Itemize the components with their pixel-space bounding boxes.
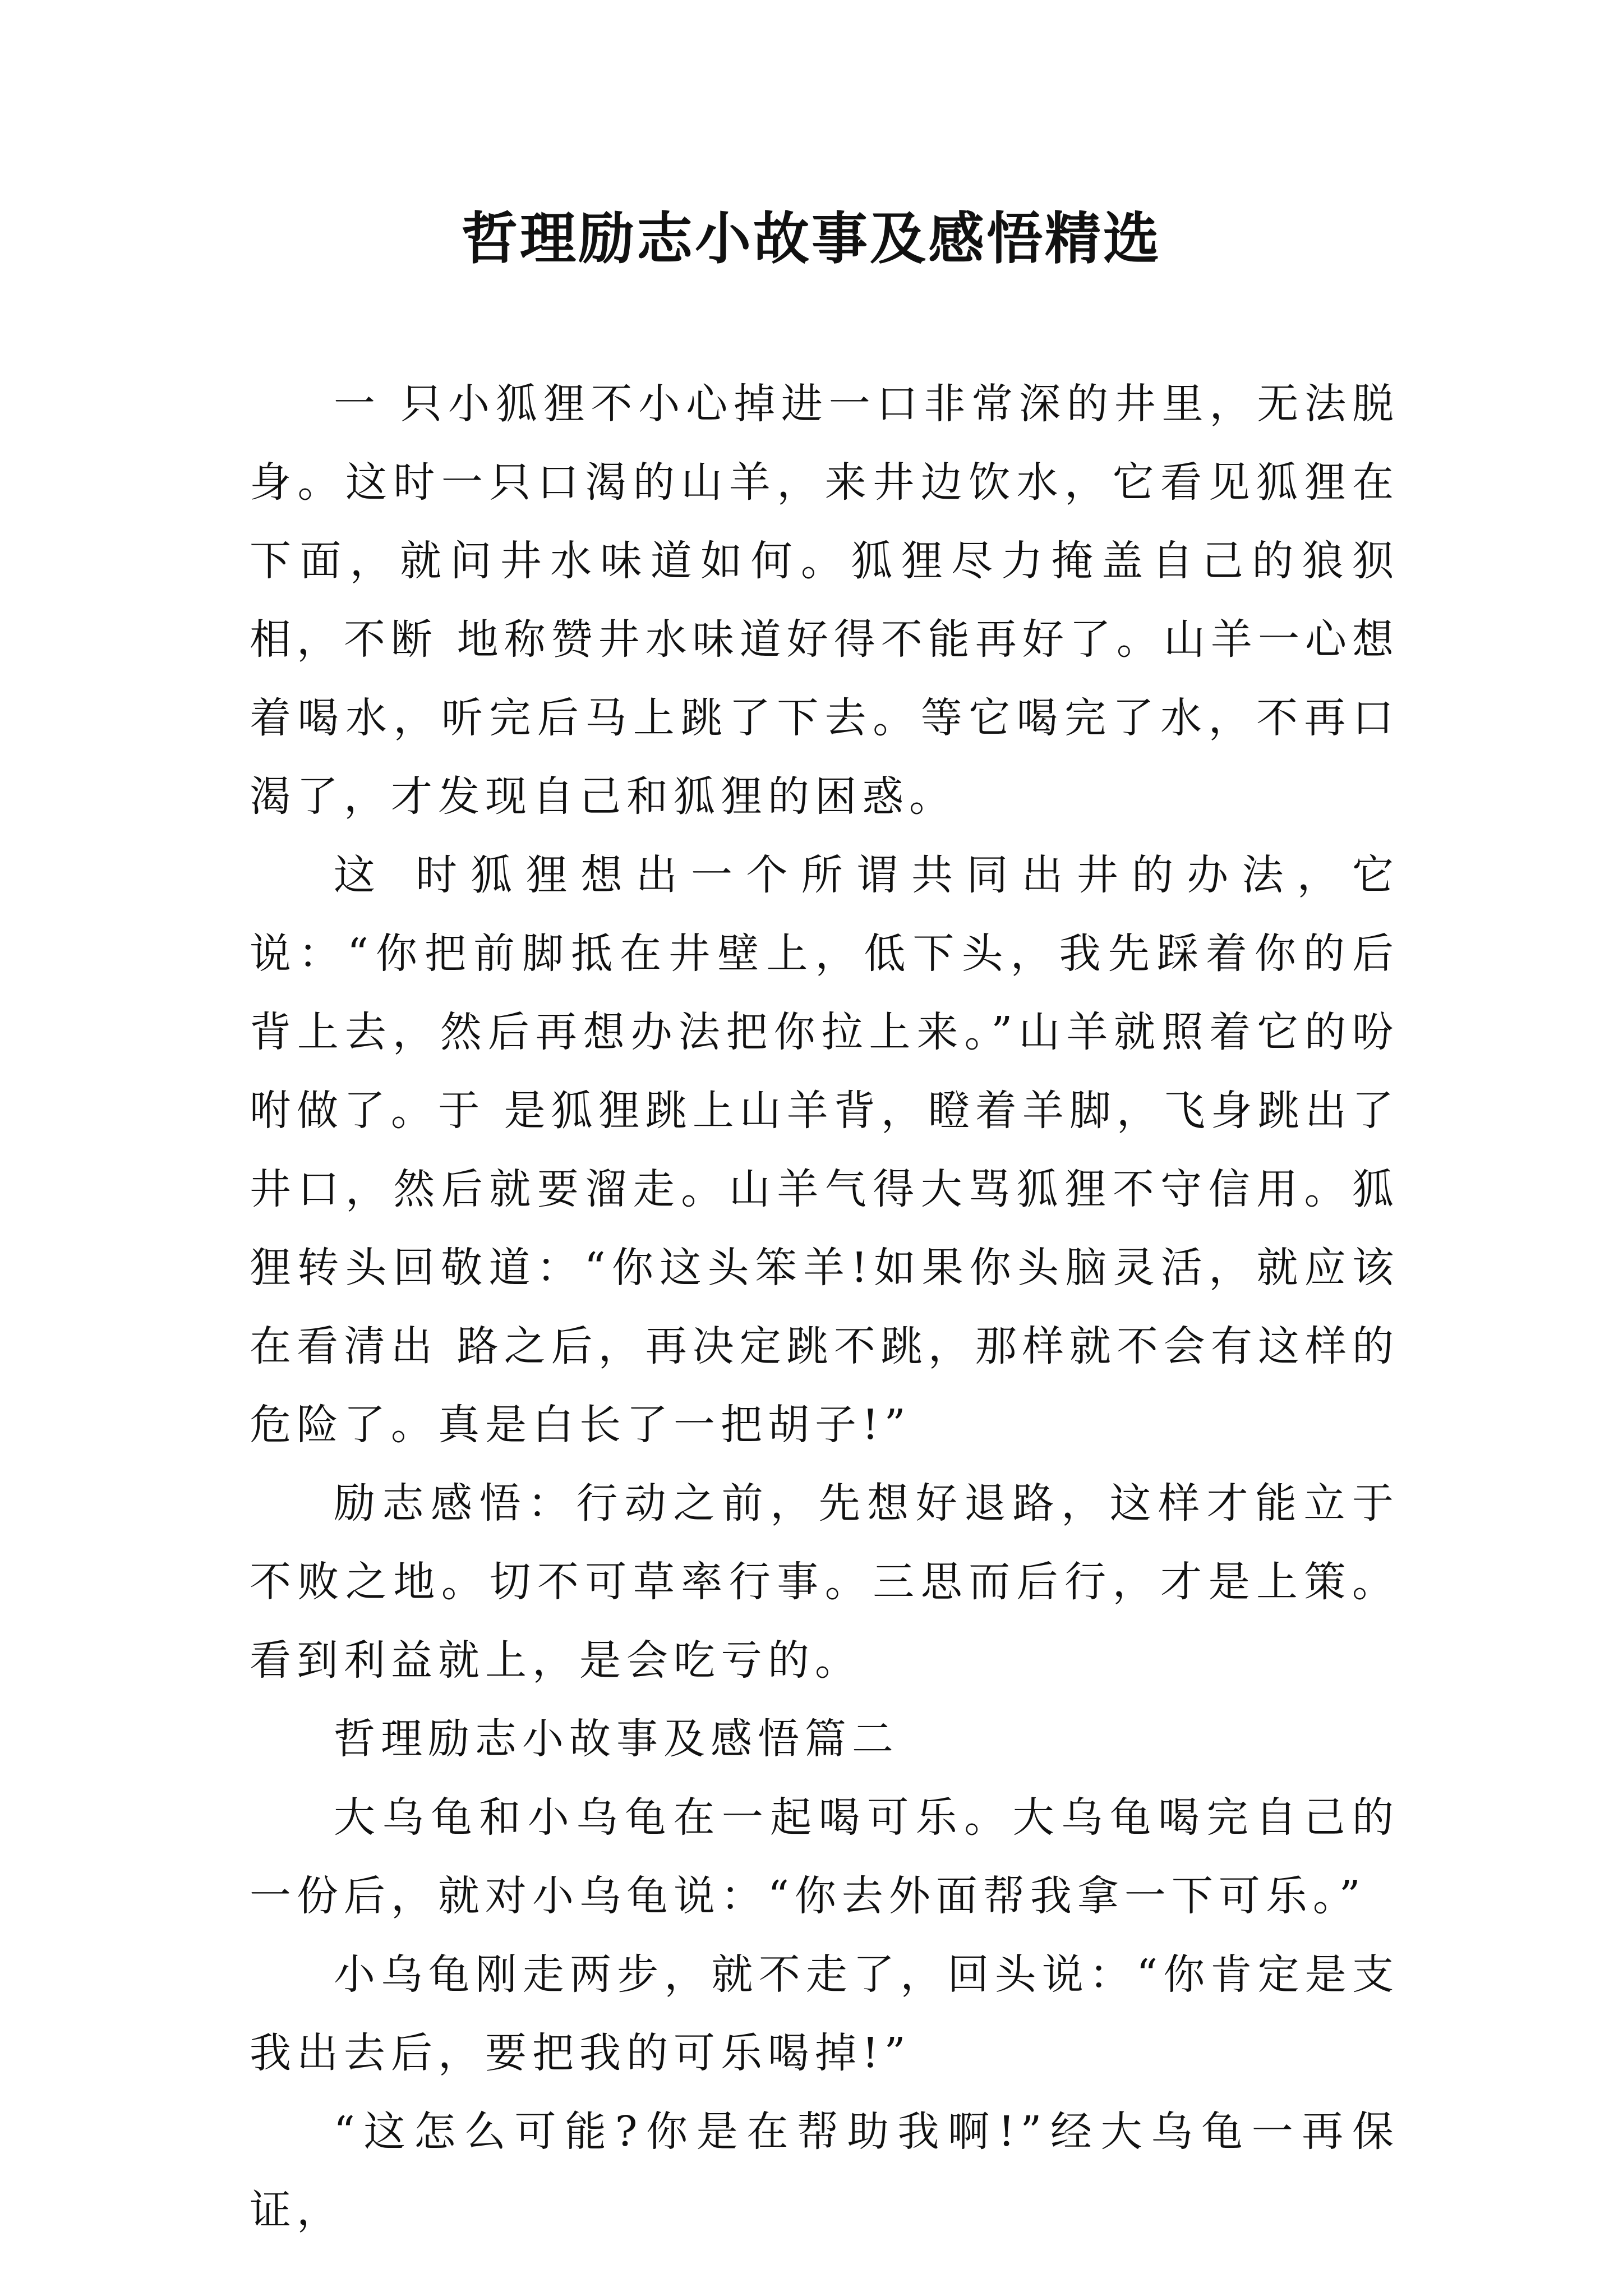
section-heading-part-two: 哲理励志小故事及感悟篇二: [334, 1715, 899, 1763]
paragraph-turtles-1: 大乌龟和小乌龟在一起喝可乐。大乌龟喝完自己的一份后，就对小乌龟说：“你去外面帮我拿一下可乐。”: [250, 1793, 1399, 1920]
paragraph-turtles-2: 小乌龟刚走两步，就不走了，回头说：“你肯定是支我出去后，要把我的可乐喝掉!”: [250, 1950, 1399, 2077]
document-body: [250, 365, 1399, 2249]
paragraph-turtles-3: “这怎么可能?你是在帮助我啊!”经大乌龟一再保证，: [250, 2108, 1399, 2234]
paragraph-fox-goat-1: 一 只小狐狸不小心掉进一口非常深的井里，无法脱身。这时一只口渴的山羊，来井边饮水，它看见狐狸在下面，就问井水味道如何。狐狸尽力掩盖自己的狼狈相，不断 地称赞井水味道好得不能再好了。山羊一心想着喝水，听完后马上跳了下去。等它喝完了水，不再口渴了，才发现自己和狐狸的困惑。: [250, 380, 1399, 821]
document-title: 哲理励志小故事及感悟精选: [462, 205, 1161, 272]
paragraph-insight-1: 励志感悟：行动之前，先想好退路，这样才能立于不败之地。切不可草率行事。三思而后行，才是上策。看到利益就上，是会吃亏的。: [250, 1479, 1399, 1685]
paragraph-fox-goat-2: 这 时狐狸想出一个所谓共同出井的办法，它说：“你把前脚抵在井壁上，低下头，我先踩着你的后背上去，然后再想办法把你拉上来。”山羊就照着它的吩咐做了。于 是狐狸跳上山羊背，瞪着羊脚，飞身跳出了井口，然后就要溜走。山羊气得大骂狐狸不守信用。狐狸转头回敬道：“你这头笨羊!如果你头脑灵活，就应该在看清出 路之后，再决定跳不跳，那样就不会有这样的危险了。真是白长了一把胡子!”: [250, 851, 1399, 1449]
